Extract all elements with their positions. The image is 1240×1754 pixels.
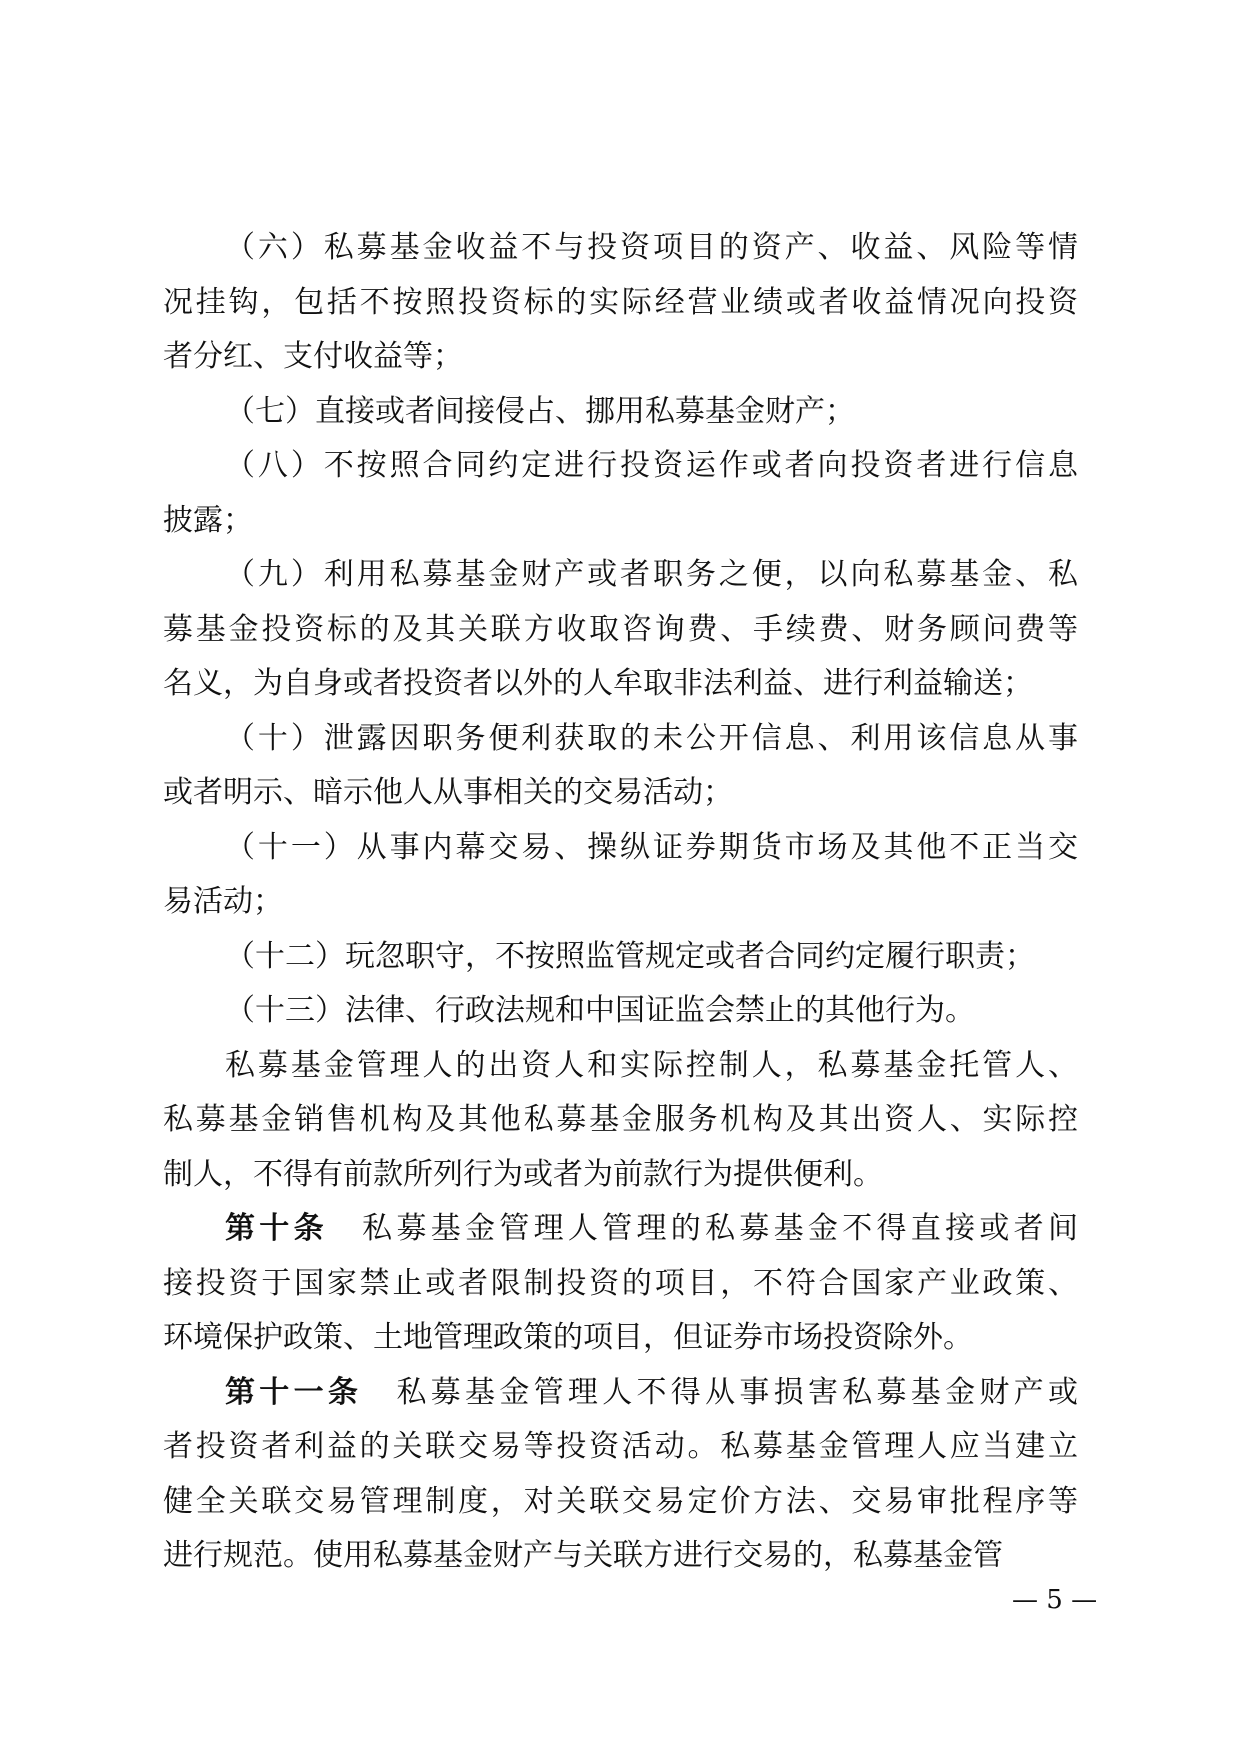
text-line bbox=[225, 230, 1081, 266]
text-line bbox=[225, 448, 1081, 484]
page-number: — 5 — bbox=[1012, 1585, 1098, 1615]
text-line bbox=[163, 884, 283, 920]
line-text: 披露； bbox=[163, 503, 253, 538]
line-text: 或者明示、暗示他人从事相关的交易活动； bbox=[163, 775, 733, 810]
line-text: 易活动； bbox=[163, 884, 283, 919]
line-text: 制人，不得有前款所列行为或者为前款行为提供便利。 bbox=[163, 1157, 883, 1192]
line-text: （九）利用私募基金财产或者职务之便，以向私募基金、私 bbox=[225, 557, 1081, 592]
line-text: 私募基金销售机构及其他私募基金服务机构及其出资人、实际控 bbox=[163, 1102, 1081, 1137]
line-text: （七）直接或者间接侵占、挪用私募基金财产； bbox=[225, 394, 855, 429]
text-line bbox=[163, 775, 733, 811]
text-line bbox=[225, 1048, 1081, 1084]
line-text: （十）泄露因职务便利获取的未公开信息、利用该信息从事 bbox=[225, 721, 1081, 756]
text-line bbox=[163, 1266, 1081, 1302]
line-text: （八）不按照合同约定进行投资运作或者向投资者进行信息 bbox=[225, 448, 1081, 483]
text-line bbox=[225, 1375, 1082, 1411]
text-line bbox=[163, 1429, 1081, 1465]
line-text: 接投资于国家禁止或者限制投资的项目，不符合国家产业政策、 bbox=[163, 1266, 1081, 1301]
line-text: 况挂钩，包括不按照投资标的实际经营业绩或者收益情况向投资 bbox=[163, 285, 1081, 320]
text-line bbox=[225, 993, 975, 1029]
line-text: 环境保护政策、土地管理政策的项目，但证券市场投资除外。 bbox=[163, 1320, 973, 1355]
text-line bbox=[163, 503, 253, 539]
article-heading: 第十一条 bbox=[225, 1375, 363, 1410]
text-line bbox=[163, 666, 1033, 702]
line-text: 私募基金管理人的出资人和实际控制人，私募基金托管人、 bbox=[225, 1048, 1081, 1083]
text-line bbox=[163, 1102, 1081, 1138]
line-text: 私募基金管理人不得从事损害私募基金财产或 bbox=[362, 1375, 1083, 1410]
line-text: 健全关联交易管理制度，对关联交易定价方法、交易审批程序等 bbox=[163, 1484, 1081, 1519]
text-line bbox=[225, 557, 1081, 593]
text-line bbox=[163, 1320, 973, 1356]
text-line bbox=[225, 721, 1081, 757]
line-text: （十一）从事内幕交易、操纵证券期货市场及其他不正当交 bbox=[225, 830, 1081, 865]
text-line bbox=[225, 830, 1081, 866]
text-line bbox=[163, 1157, 883, 1193]
line-text: （十三）法律、行政法规和中国证监会禁止的其他行为。 bbox=[225, 993, 975, 1028]
line-text: 进行规范。使用私募基金财产与关联方进行交易的，私募基金管 bbox=[163, 1538, 1003, 1573]
line-text: 名义，为自身或者投资者以外的人牟取非法利益、进行利益输送； bbox=[163, 666, 1033, 701]
text-line bbox=[163, 1484, 1081, 1520]
text-line bbox=[163, 339, 463, 375]
text-line bbox=[163, 612, 1081, 648]
text-line bbox=[163, 1538, 1003, 1574]
line-text: 者分红、支付收益等； bbox=[163, 339, 463, 374]
line-text: 私募基金管理人管理的私募基金不得直接或者间 bbox=[327, 1211, 1083, 1246]
article-heading: 第十条 bbox=[225, 1211, 328, 1246]
line-text: 者投资者利益的关联交易等投资活动。私募基金管理人应当建立 bbox=[163, 1429, 1081, 1464]
text-line bbox=[225, 939, 1035, 975]
text-line bbox=[225, 394, 855, 430]
line-text: （六）私募基金收益不与投资项目的资产、收益、风险等情 bbox=[225, 230, 1081, 265]
line-text: 募基金投资标的及其关联方收取咨询费、手续费、财务顾问费等 bbox=[163, 612, 1081, 647]
text-line bbox=[163, 285, 1081, 321]
line-text: （十二）玩忽职守，不按照监管规定或者合同约定履行职责； bbox=[225, 939, 1035, 974]
text-line bbox=[225, 1211, 1082, 1247]
